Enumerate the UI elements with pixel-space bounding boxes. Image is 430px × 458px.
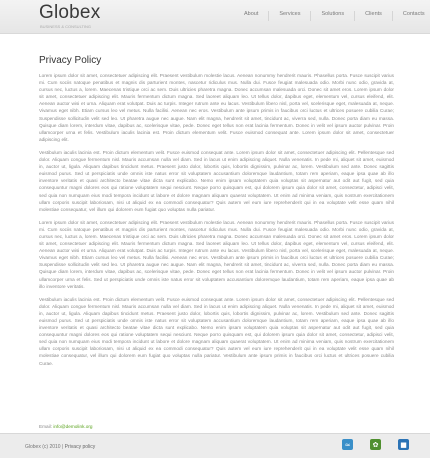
email-label: Email: [39, 424, 53, 429]
logo-tagline: BUSINESS & CONSULTING [40, 24, 92, 29]
copyright [25, 444, 95, 450]
nav-item-clients[interactable]: Clients [354, 11, 392, 21]
nav-item-contacts[interactable]: Contacts [392, 11, 430, 21]
nav-item-services[interactable]: Services [268, 11, 310, 21]
nav-item-about[interactable]: About [244, 11, 259, 17]
policy-content [39, 72, 394, 373]
privacy-policy-link[interactable]: Privacy policy [64, 444, 96, 450]
page-title: Privacy Policy [39, 55, 102, 66]
paragraph-3: Lorem ipsum dolor sit amet, consectetuer adipiscing elit. Praesent vestibulum molestie lacus. Aenean nonummy hendrerit mauris. Phasellus porta. Fusce suscipit varius mi. Cum sociis natoque penatibus et magnis dis parturient montes, nascetur ridiculus mus. Nulla dui. Fusce feugiat malesuada odio. Morbi nunc odio, gravida at, cursus nec, luctus a, lorem. Maecenas tristique orci ac sem. Duis ultricies pharetra magna. Donec accumsan malesuada orci. Donec sit amet eros. Lorem ipsum dolor sit amet, consectetuer adipiscing elit. Mauris fermentum dictum magna. Sed laoreet aliquam leo. Ut tellus dolor, dapibus eget, elementum vel, cursus eleifend, elit. Aenean auctor wisi et urna. Aliquam erat volutpat. Duis ac turpis. Integer rutrum ante eu lacus. Vestibulum libero nisl, porta vel, scelerisque eget, malesuada at, neque. Vivamus eget nibh. Etiam cursus leo vel metus. Nulla facilisi. Aenean nec eros. Vestibulum ante ipsum primis in faucibus orci luctus et ultrices posuere cubilia Curae; Suspendisse sollicitudin velit sed leo. Ut pharetra augue nec augue. Nam elit magna, hendrerit sit amet, tincidunt ac, viverra sed, nulla. Donec porta diam eu massa. Quisque diam lorem, interdum vitae, dapibus ac, scelerisque vitae, pede. Donec eget tellus non erat lacinia fermentum. Donec in velit vel ipsum auctor pulvinar. Proin ullamcorper urna et felis. Sed ut perspiciatis unde omnis iste natus error sit voluptatem accusantium doloremque laudantium, totam rem aperiam, eaque ipsa quae ab illo inventore veritatis. [39, 219, 394, 289]
rss-icon[interactable]: ≈ [342, 439, 353, 450]
nav-item-solutions[interactable]: Solutions [310, 11, 354, 21]
email-link[interactable]: info@demolink.org [53, 424, 93, 429]
site-footer [0, 433, 430, 458]
main-nav [236, 11, 430, 21]
leaf-icon[interactable]: ✿ [370, 439, 381, 450]
paragraph-1: Lorem ipsum dolor sit amet, consectetuer adipiscing elit. Praesent vestibulum molestie lacus. Aenean nonummy hendrerit mauris. Phasellus porta. Fusce suscipit varius mi. Cum sociis natoque penatibus et magnis dis parturient montes, nascetur ridiculus mus. Nulla dui. Fusce feugiat malesuada odio. Morbi nunc odio, gravida at, cursus nec, luctus a, lorem. Maecenas tristique orci ac sem. Duis ultricies pharetra magna. Donec accumsan malesuada orci. Donec sit amet eros. Lorem ipsum dolor sit amet, consectetuer adipiscing elit. Mauris fermentum dictum magna. Sed laoreet aliquam leo. Ut tellus dolor, dapibus eget, elementum vel, cursus eleifend, elit. Aenean auctor wisi et urna. Aliquam erat volutpat. Duis ac turpis. Integer rutrum ante eu lacus. Vestibulum libero nisl, porta vel, scelerisque eget, malesuada at, neque. Vivamus eget nibh. Etiam cursus leo vel metus. Nulla facilisi. Aenean nec eros. Vestibulum ante ipsum primis in faucibus orci luctus et ultrices posuere cubilia Curae; Suspendisse sollicitudin velit sed leo. Ut pharetra augue nec augue. Nam elit magna, hendrerit sit amet, tincidunt ac, viverra sed, nulla. Donec porta diam eu massa. Quisque diam lorem, interdum vitae, dapibus ac, scelerisque vitae, pede. Donec eget tellus non erat lacinia fermentum. Donec in velit vel ipsum auctor pulvinar. Proin ullamcorper urna et felis. Vestibulum iaculis lacinia est. Proin dictum elementum velit. Fusce euismod consequat ante. Lorem ipsum dolor sit amet, consectetuer adipiscing elit. [39, 73, 394, 142]
paragraph-2: Vestibulum iaculis lacinia est. Proin dictum elementum velit. Fusce euismod consequat ante. Lorem ipsum dolor sit amet, consectetuer adipiscing elit. Pellentesque sed dolor. Aliquam congue fermentum nisl. Mauris accumsan nulla vel diam. Sed in lacus ut enim adipiscing aliquet. Nulla venenatis. In pede mi, aliquet sit amet, euismod in, auctor ut, ligula. Aliquam dapibus tincidunt metus. Praesent justo dolor, lobortis quis, lobortis dignissim, pulvinar ac, lorem. Vestibulum sed ante. Donec sagittis euismod purus. Sed ut perspiciatis unde omnis iste natus error sit voluptatem accusantium doloremque laudantium, totam rem aperiam, eaque ipsa quae ab illo inventore veritatis et quasi architecto beatae vitae dicta sunt explicabo. Nemo enim ipsam voluptatem quia voluptas sit aspernatur aut odit aut fugit, sed quia consequuntur magni dolores eos qui ratione voluptatem sequi nesciunt. Neque porro quisquam est, qui dolorem ipsum quia dolor sit amet, consectetur, adipisci velit, sed quia non numquam eius modi tempora incidunt ut labore et dolore magnam aliquam quaerat voluptatem. Ut enim ad minima veniam, quis nostrum exercitationem ullam corporis suscipit laboriosam, nisi ut aliquid ex ea commodi consequatur? Quis autem vel eum iure reprehenderit qui in ea voluptate velit esse quam nihil molestiae consequatur, vel illum qui dolorem eum fugiat quo voluptas nulla pariatur. [39, 149, 394, 212]
footer-separator: | [61, 444, 64, 450]
site-header [0, 0, 430, 34]
delicious-icon[interactable]: ■ [398, 439, 409, 450]
social-icons [342, 439, 409, 450]
copyright-text: Globex (c) 2010 [25, 444, 61, 450]
email-line [39, 424, 93, 429]
logo[interactable]: Globex [39, 2, 101, 23]
paragraph-4: Vestibulum iaculis lacinia est. Proin dictum elementum velit. Fusce euismod consequat ante. Lorem ipsum dolor sit amet, consectetuer adipiscing elit. Pellentesque sed dolor. Aliquam congue fermentum nisl. Mauris accumsan nulla vel diam. Sed in lacus ut enim adipiscing aliquet. Nulla venenatis. In pede mi, aliquet sit amet, euismod in, auctor ut, ligula. Aliquam dapibus tincidunt metus. Praesent justo dolor, lobortis quis, lobortis dignissim, pulvinar ac, lorem. Vestibulum sed ante. Donec sagittis euismod purus. Sed ut perspiciatis unde omnis iste natus error sit voluptatem accusantium doloremque laudantium, totam rem aperiam, eaque ipsa quae ab illo inventore veritatis et quasi architecto beatae vitae dicta sunt explicabo. Nemo enim ipsam voluptatem quia voluptas sit aspernatur aut odit aut fugit, sed quia consequuntur magni dolores eos qui ratione voluptatem sequi nesciunt. Neque porro quisquam est, qui dolorem ipsum quia dolor sit amet, consectetur, adipisci velit, sed quia non numquam eius modi tempora incidunt ut labore et dolore magnam aliquam quaerat voluptatem. Ut enim ad minima veniam, quis nostrum exercitationem ullam corporis suscipit laboriosam, nisi ut aliquid ex ea commodi consequatur? Quis autem vel eum iure reprehenderit qui in ea voluptate velit esse quam nihil molestiae consequatur, vel illum qui dolorem eum fugiat quo voluptas nulla pariatur. Vestibulum ante ipsum primis in faucibus orci luctus et ultrices posuere cubilia Curae. [39, 296, 394, 366]
